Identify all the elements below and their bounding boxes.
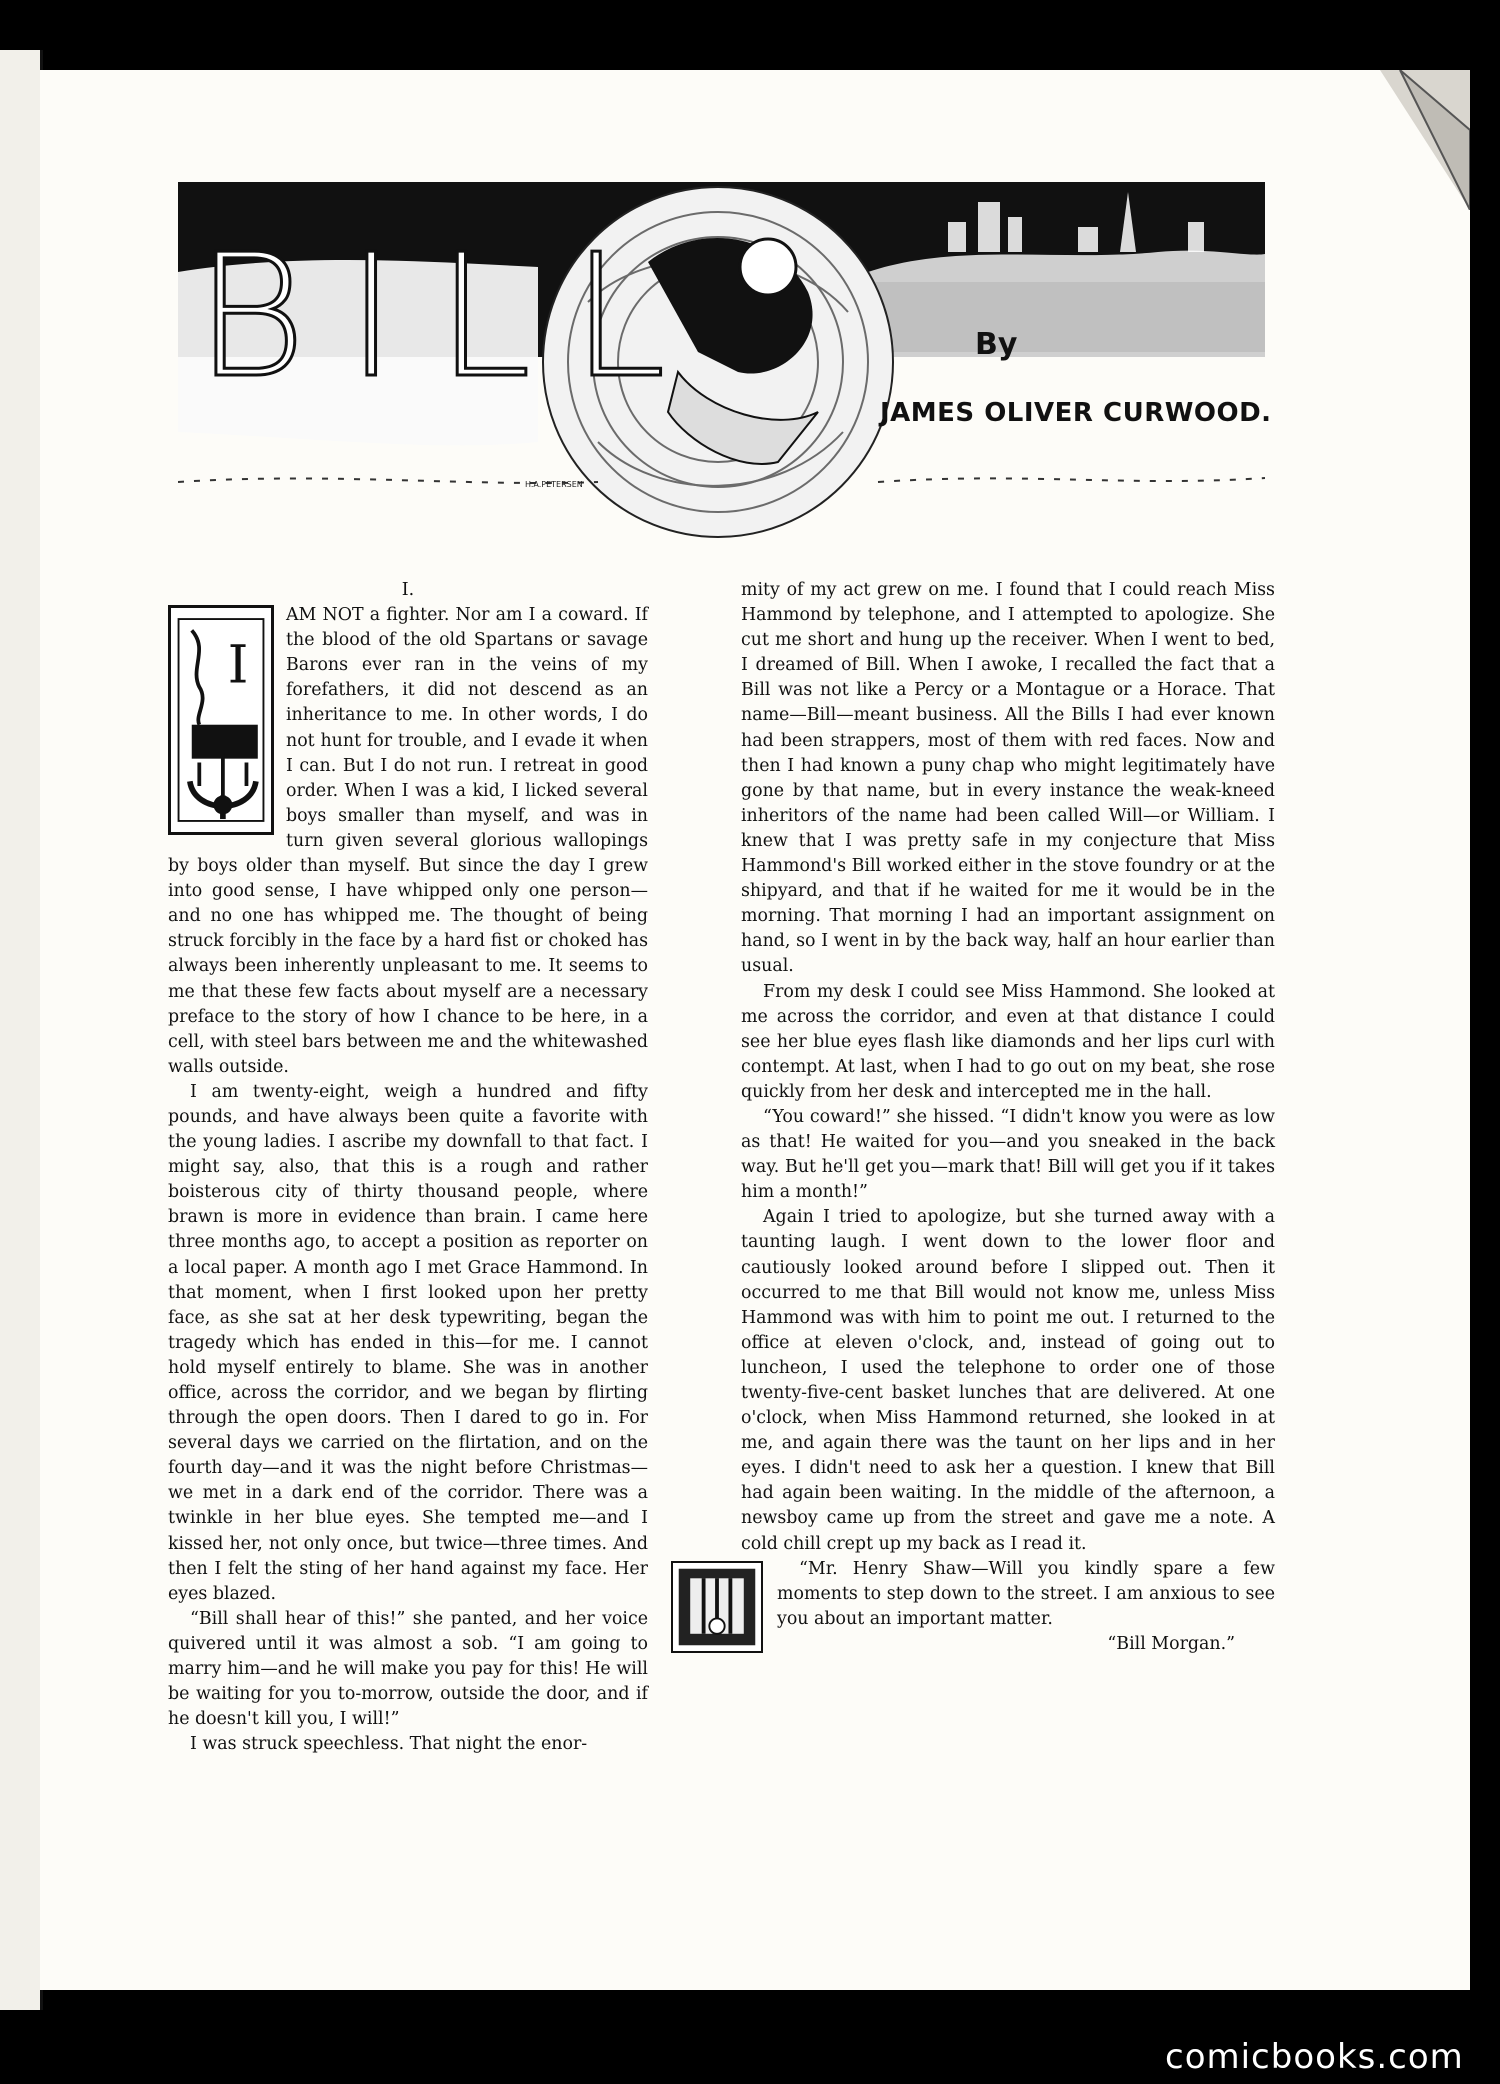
paragraph: Again I tried to apologize, but she turned away with a taunting laugh. I went down to the lower floor and cautiously looked around before I slipped out. Then it occurred to me that Bill would not know me, unless Miss Hammond was with him to point me out. I returned to the office at eleven o'clock, and, instead of going out to luncheon, I used the telephone to order one of those twenty-five-cent basket lunches that are delivered. At one o'clock, when Miss Hammond returned, she looked in at me, and again there was the taunt on her lips and in her eyes. I didn't need to ask her a question. I knew that Bill had again been waiting. In the middle of the afternoon, a newsboy came up from the street and gave me a note. A cold chill crept up my back as I read it. <box>741 1207 1275 1554</box>
section-number: I. <box>401 580 415 600</box>
banner-author: JAMES OLIVER CURWOOD. <box>880 398 1272 428</box>
jail-cell-window-icon <box>671 1561 763 1653</box>
paragraph: AM NOT a fighter. Nor am I a coward. If the blood of the old Spartans or savage Barons ever ran in the veins of my forefathers, it did not descend as an inheritance to me. In other words, I do not hunt for trouble, and I evade it when I can. But I do not run. I retreat in good order. When I was a kid, I licked several boys smaller than myself, and was in turn given several glorious wallopings by boys older than myself. But since the day I grew into good sense, I have whipped only one person—and no one has whipped me. The thought of being struck forcibly in the face by a hard fist or choked has always been inherently unpleasant to me. It seems to me that these few facts about myself are a necessary preface to the story of how I chance to be here, in a cell, with steel bars between me and the whitewashed walls outside. <box>168 605 648 1077</box>
banner-by-line: By <box>975 327 1018 362</box>
left-page-edge <box>0 50 43 2010</box>
svg-text:I: I <box>227 634 249 696</box>
paragraph: mity of my act grew on me. I found that I could reach Miss Hammond by telephone, and I attempted to apologize. She cut me short and hung up the receiver. When I went to bed, I dreamed of Bill. When I awoke, I recalled the fact that a Bill was not like a Percy or a Montague or a Horace. That name—Bill—meant business. All the Bills I had ever known had been strappers, most of them with red faces. Now and then I had known a puny chap who might legitimately have gone by that name, but in every instance the weak-kneed inheritors of the name had been called Will—or William. I knew that I was pretty safe in my conjecture that Miss Hammond's Bill worked either in the stove foundry or at the shipyard, and that if he waited for me it would be in the morning. That morning I had an important assignment on hand, so I went in by the back way, half an hour earlier than usual. <box>741 580 1275 977</box>
text-column-right <box>741 578 1275 1657</box>
banner-title-lettering: BILL <box>195 218 706 416</box>
signature: “Bill Morgan.” <box>1107 1633 1235 1654</box>
illustrator-credit: H.A.PETERSEN <box>525 480 583 489</box>
text-column-left <box>168 578 648 1757</box>
page-corner-fold <box>1380 70 1470 210</box>
paragraph: I am twenty-eight, weigh a hundred and fifty pounds, and have always been quite a favorite with the young ladies. I ascribe my downfall to that fact. I might say, also, that this is a rough and rather boisterous city of thirty thousand people, where brawn is more in evidence than brain. I came here three months ago, to accept a position as reporter on a local paper. A month ago I met Grace Hammond. In that moment, when I first looked upon her pretty face, as she sat at her desk typewriting, began the tragedy which has ended in this—for me. I cannot hold myself entirely to blame. She was in another office, across the corridor, and we began by flirting through the open doors. Then I dared to go in. For several days we carried on the flirtation, and on the fourth day—and it was the night before Christmas—we met in a dark end of the corridor. There was a twinkle in her blue eyes. She tempted me—and I kissed her, not only once, but twice—three times. And then I felt the sting of her hand against my face. Her eyes blazed. <box>168 1081 648 1604</box>
drop-cap-candelabra-icon <box>168 605 274 835</box>
paragraph: “You coward!” she hissed. “I didn't know you were as low as that! He waited for you—and you sneaked in the back way. But he'll get you—mark that! Bill will get you if it takes him a month!” <box>741 1106 1275 1203</box>
paragraph: “Mr. Henry Shaw—Will you kindly spare a few moments to step down to the street. I am anxious to see you about an important matter. <box>777 1558 1275 1629</box>
paragraph: From my desk I could see Miss Hammond. She looked at me across the corridor, and even at that distance I could see her blue eyes flash like diamonds and her lips curl with contempt. At last, when I had to go out on my beat, she rose quickly from her desk and intercepted me in the hall. <box>741 981 1275 1102</box>
paragraph: “Bill shall hear of this!” she panted, and her voice quivered until it was almost a sob. “I am going to marry him—and he will make you pay for this! He will be waiting for you to-morrow, outside the door, and if he doesn't kill you, I will!” <box>168 1608 648 1730</box>
watermark-brand: comicbooks.com <box>1165 2037 1464 2077</box>
paragraph: I was struck speechless. That night the enor- <box>190 1734 588 1755</box>
